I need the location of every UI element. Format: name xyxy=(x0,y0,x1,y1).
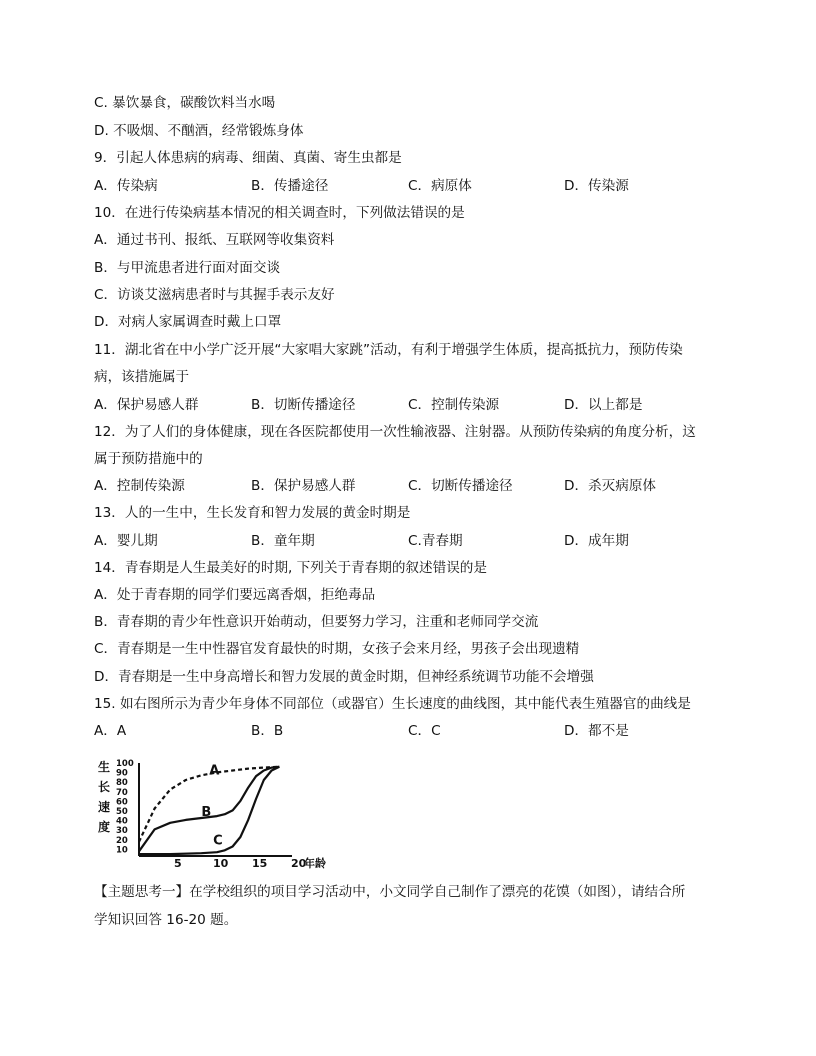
q12-option-d: D．杀灭病原体 xyxy=(564,478,657,494)
question-12-cont: 属于预防措施中的 xyxy=(94,451,203,467)
y-tick-label: 20 xyxy=(116,835,128,846)
q9-option-b: B．传播途径 xyxy=(251,178,329,194)
q13-option-c: C.青春期 xyxy=(408,533,463,549)
series-labels xyxy=(201,763,222,848)
option-d-previous: D. 不吸烟、不酗酒，经常锻炼身体 xyxy=(94,123,304,139)
q11-option-b: B．切断传播途径 xyxy=(251,397,356,413)
y-axis-label-char: 速 xyxy=(98,800,111,814)
y-tick-label: 10 xyxy=(116,845,128,856)
question-14: 14．青春期是人生最美好的时期, 下列关于青春期的叙述错误的是 xyxy=(94,560,487,576)
y-tick-label: 50 xyxy=(116,807,128,817)
q11-option-c: C．控制传染源 xyxy=(408,397,500,413)
question-15-options xyxy=(94,721,734,741)
x-tick-label: 10 xyxy=(213,857,229,869)
question-12: 12．为了人们的身体健康，现在各医院都使用一次性输液器、注射器。从预防传染病的角度分析，这 xyxy=(94,424,696,440)
question-9-options xyxy=(94,176,734,196)
q13-option-d: D．成年期 xyxy=(564,533,629,549)
theme-question-1: 【主题思考一】在学校组织的项目学习活动中，小文同学自己制作了漂亮的花馍（如图），请结合所 xyxy=(94,884,686,900)
q11-option-d: D．以上都是 xyxy=(564,397,643,413)
q15-option-d: D．都不是 xyxy=(564,723,629,739)
series-label-a: A xyxy=(209,763,220,779)
q15-option-c: C．C xyxy=(408,723,441,739)
q13-option-a: A．婴儿期 xyxy=(94,533,158,549)
y-axis-label-char: 度 xyxy=(98,820,111,834)
q14-option-a: A．处于青春期的同学们要远离香烟，拒绝毒品 xyxy=(94,587,376,603)
q10-option-b: B．与甲流患者进行面对面交谈 xyxy=(94,260,281,276)
q9-option-d: D．传染源 xyxy=(564,178,629,194)
x-tick-label: 20 xyxy=(291,857,307,869)
question-11-options xyxy=(94,395,734,415)
question-13-options xyxy=(94,531,734,551)
y-tick-label: 80 xyxy=(116,778,128,789)
q11-option-a: A．保护易感人群 xyxy=(94,397,199,413)
q15-option-a: A．A xyxy=(94,723,127,739)
y-tick-label: 100 xyxy=(116,759,134,769)
series-label-c: C xyxy=(213,833,223,849)
x-tick-label: 5 xyxy=(174,857,182,869)
y-tick-label: 90 xyxy=(116,768,128,779)
q9-option-a: A．传染病 xyxy=(94,178,158,194)
y-tick-label: 30 xyxy=(116,826,128,837)
x-axis-label: 年龄 xyxy=(304,857,326,869)
growth-speed-chart xyxy=(92,757,332,869)
y-axis-label xyxy=(98,759,110,834)
theme-question-1-cont: 学知识回答 16-20 题。 xyxy=(94,912,238,928)
q12-option-c: C．切断传播途径 xyxy=(408,478,513,494)
q12-option-a: A．控制传染源 xyxy=(94,478,185,494)
question-15: 15. 如右图所示为青少年身体不同部位（或器官）生长速度的曲线图，其中能代表生殖器官的曲线是 xyxy=(94,696,691,712)
q14-option-d: D．青春期是一生中身高增长和智力发展的黄金时期，但神经系统调节功能不会增强 xyxy=(94,669,594,685)
y-tick-label: 40 xyxy=(116,816,128,827)
q13-option-b: B．童年期 xyxy=(251,533,315,549)
q9-option-c: C．病原体 xyxy=(408,178,472,194)
y-tick-label: 70 xyxy=(116,787,128,798)
x-tick-labels xyxy=(174,857,307,869)
question-11-cont: 病，该措施属于 xyxy=(94,369,190,385)
option-c-previous: C. 暴饮暴食，碳酸饮料当水喝 xyxy=(94,95,276,111)
q10-option-c: C．访谈艾滋病患者时与其握手表示友好 xyxy=(94,287,335,303)
question-10: 10．在进行传染病基本情况的相关调查时，下列做法错误的是 xyxy=(94,205,465,221)
y-axis-label-char: 生 xyxy=(98,760,111,774)
y-tick-labels xyxy=(116,759,134,855)
series-label-b: B xyxy=(201,805,212,821)
question-9: 9．引起人体患病的病毒、细菌、真菌、寄生虫都是 xyxy=(94,150,402,166)
q12-option-b: B．保护易感人群 xyxy=(251,478,356,494)
question-11: 11．湖北省在中小学广泛开展“大家唱大家跳”活动，有利于增强学生体质，提高抵抗力，预防传染 xyxy=(94,342,683,358)
q14-option-c: C．青春期是一生中性器官发育最快的时期，女孩子会来月经，男孩子会出现遗精 xyxy=(94,641,580,657)
q15-option-b: B．B xyxy=(251,723,284,739)
q10-option-d: D．对病人家属调查时戴上口罩 xyxy=(94,314,282,330)
y-axis-label-char: 长 xyxy=(98,780,111,794)
y-tick-label: 60 xyxy=(116,797,128,808)
q10-option-a: A．通过书刊、报纸、互联网等收集资料 xyxy=(94,232,335,248)
x-tick-label: 15 xyxy=(252,857,268,869)
q14-option-b: B．青春期的青少年性意识开始萌动，但要努力学习，注重和老师同学交流 xyxy=(94,614,539,630)
question-12-options xyxy=(94,476,734,496)
question-13: 13．人的一生中，生长发育和智力发展的黄金时期是 xyxy=(94,505,411,521)
